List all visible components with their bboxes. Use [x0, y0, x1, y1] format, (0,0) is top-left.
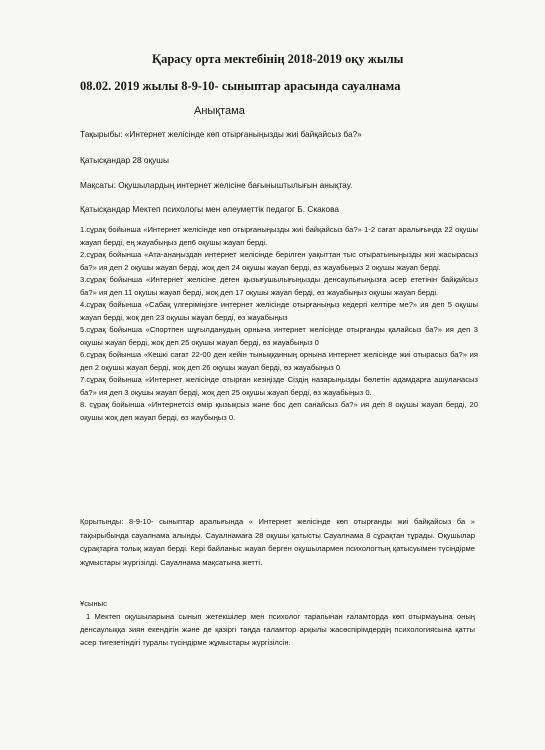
topic-line: Тақырыбы: «Интернет желісінде көп отырғаныңызды жиі байқайсыз ба?» — [80, 129, 362, 139]
recommendation-heading: Ұсыныс — [80, 599, 107, 608]
results-section — [80, 224, 478, 424]
purpose-line: Мақсаты: Оқушылардың интернет желісіне бағыныштылығын анықтау. — [80, 180, 353, 190]
result-item: 7.сұрақ бойынша «Интернет желісінде отырған кезіңізде Сіздің назарыңызды бөлетін адамдарға ашуланасыз ба?» ия деп 3 оқушы жауап берді, жоқ деп 25 оқушы жауап берді, өз жауабыңыз 0. — [80, 375, 478, 397]
survey-date-heading: 08.02. 2019 жылы 8-9-10- сыныптар арасында сауалнама — [80, 79, 401, 93]
result-item: 3.сұрақ бойынша «Интернет желісіне деген қызығушылығыңызды денсаулығыңызға әсер ететінін байқайсыз ба?» ия деп 11 оқушы жауап берді, жоқ деп 17 оқушы жауап берді, өз жауабыңыз оқушы жауап берді. — [80, 275, 478, 297]
participants-line: Қатысқандар 28 оқушы — [80, 155, 169, 165]
conductors-line: Қатысқандар Мектеп психологы мен әлеуметтік педагог Б. Скакова — [80, 204, 340, 214]
result-item: 6.сұрақ бойынша «Кешкі сағат 22-00 ден кейін тыныққанның орнына интернет желісінде жиі отырасыз ба?» ия деп 2 оқушы жауап берді, жоқ деп 26 оқушы жауап берді, өз жауабыңыз 0 — [80, 350, 478, 372]
recommendation-text: 1 Мектеп оқушыларына сынып жетекшілер мен психолог тарапынан ғаламторда көп отырмауына оның денсаулыққа зиян екендігін және де қазіргі таңда ғаламтор арқылы жасөспірімдердің психологиясына қатты әсер тигезетіндігі туралы түсіндірме жұмыстары жүргізілсін. — [80, 612, 475, 647]
result-item: 5.сұрақ бойынша «Спортпен шұғылданудың орнына интернет желісінде отырғанды қалайсыз ба?» ия деп 3 оқушы жауап берді, жоқ деп 25 оқушы жауап берді, өз жауабыңыз 0 — [80, 325, 478, 347]
result-item: 1.сұрақ бойынша «Интернет желісінде көп отырғаныңызды жиі байқайсыз ба?» 1-2 сағат аралығында 22 оқушы жауап берді, ең жауабыңыз деп6 оқушы жауап берді. — [80, 225, 478, 247]
school-year-heading: Қарасу орта мектебінің 2018-2019 оқу жылы — [152, 52, 404, 66]
result-item: 8. сұрақ бойынша «Интернетсіз өмір қызықсыз және бос деп санайсыз ба?» ия деп 8 оқушы жауап берді, 20 оқушы жоқ деп жауап берді, өз жаубыңыз 0. — [80, 400, 478, 422]
result-item: 4.сұрақ бойынша «Сабақ үлгеріміңізге интернет желісінде отырғаныңыз кедергі келтіре ме?» ия деп 5 оқушы жауап берді, жоқ деп 23 оқушы жауап берді, өз жауабыңыз — [80, 300, 478, 322]
document-title: Анықтама — [194, 105, 245, 117]
result-item: 2.сұрақ бойынша «Ата-анаңыздан интернет желісінде берілген уақыттан тыс отыратыныңызды жиі жасырасыз ба?» ия деп 2 оқушы жауап берді, жоқ деп 24 оқушы жауап берді, өз жауабыңыз 2 оқушы жауап берді. — [80, 250, 478, 272]
conclusion-paragraph: Қорытынды: 8-9-10- сыныптар аралығында « Интернет желісінде көп отырғанды жиі байқайсыз ба » тақырыбында сауалнама алынды. Сауалнамаға 28 оқушы қатысты Сауалнама 8 сұрақтан тұрады. Оқушылар сұрақтарға толық жауап берді. Кері байланыс жауап берген оқушылармен психологтың қатысуымен түсіндірме жұмыстары жүргізілді. Сауалнама мақсатына жетті. — [80, 517, 475, 567]
